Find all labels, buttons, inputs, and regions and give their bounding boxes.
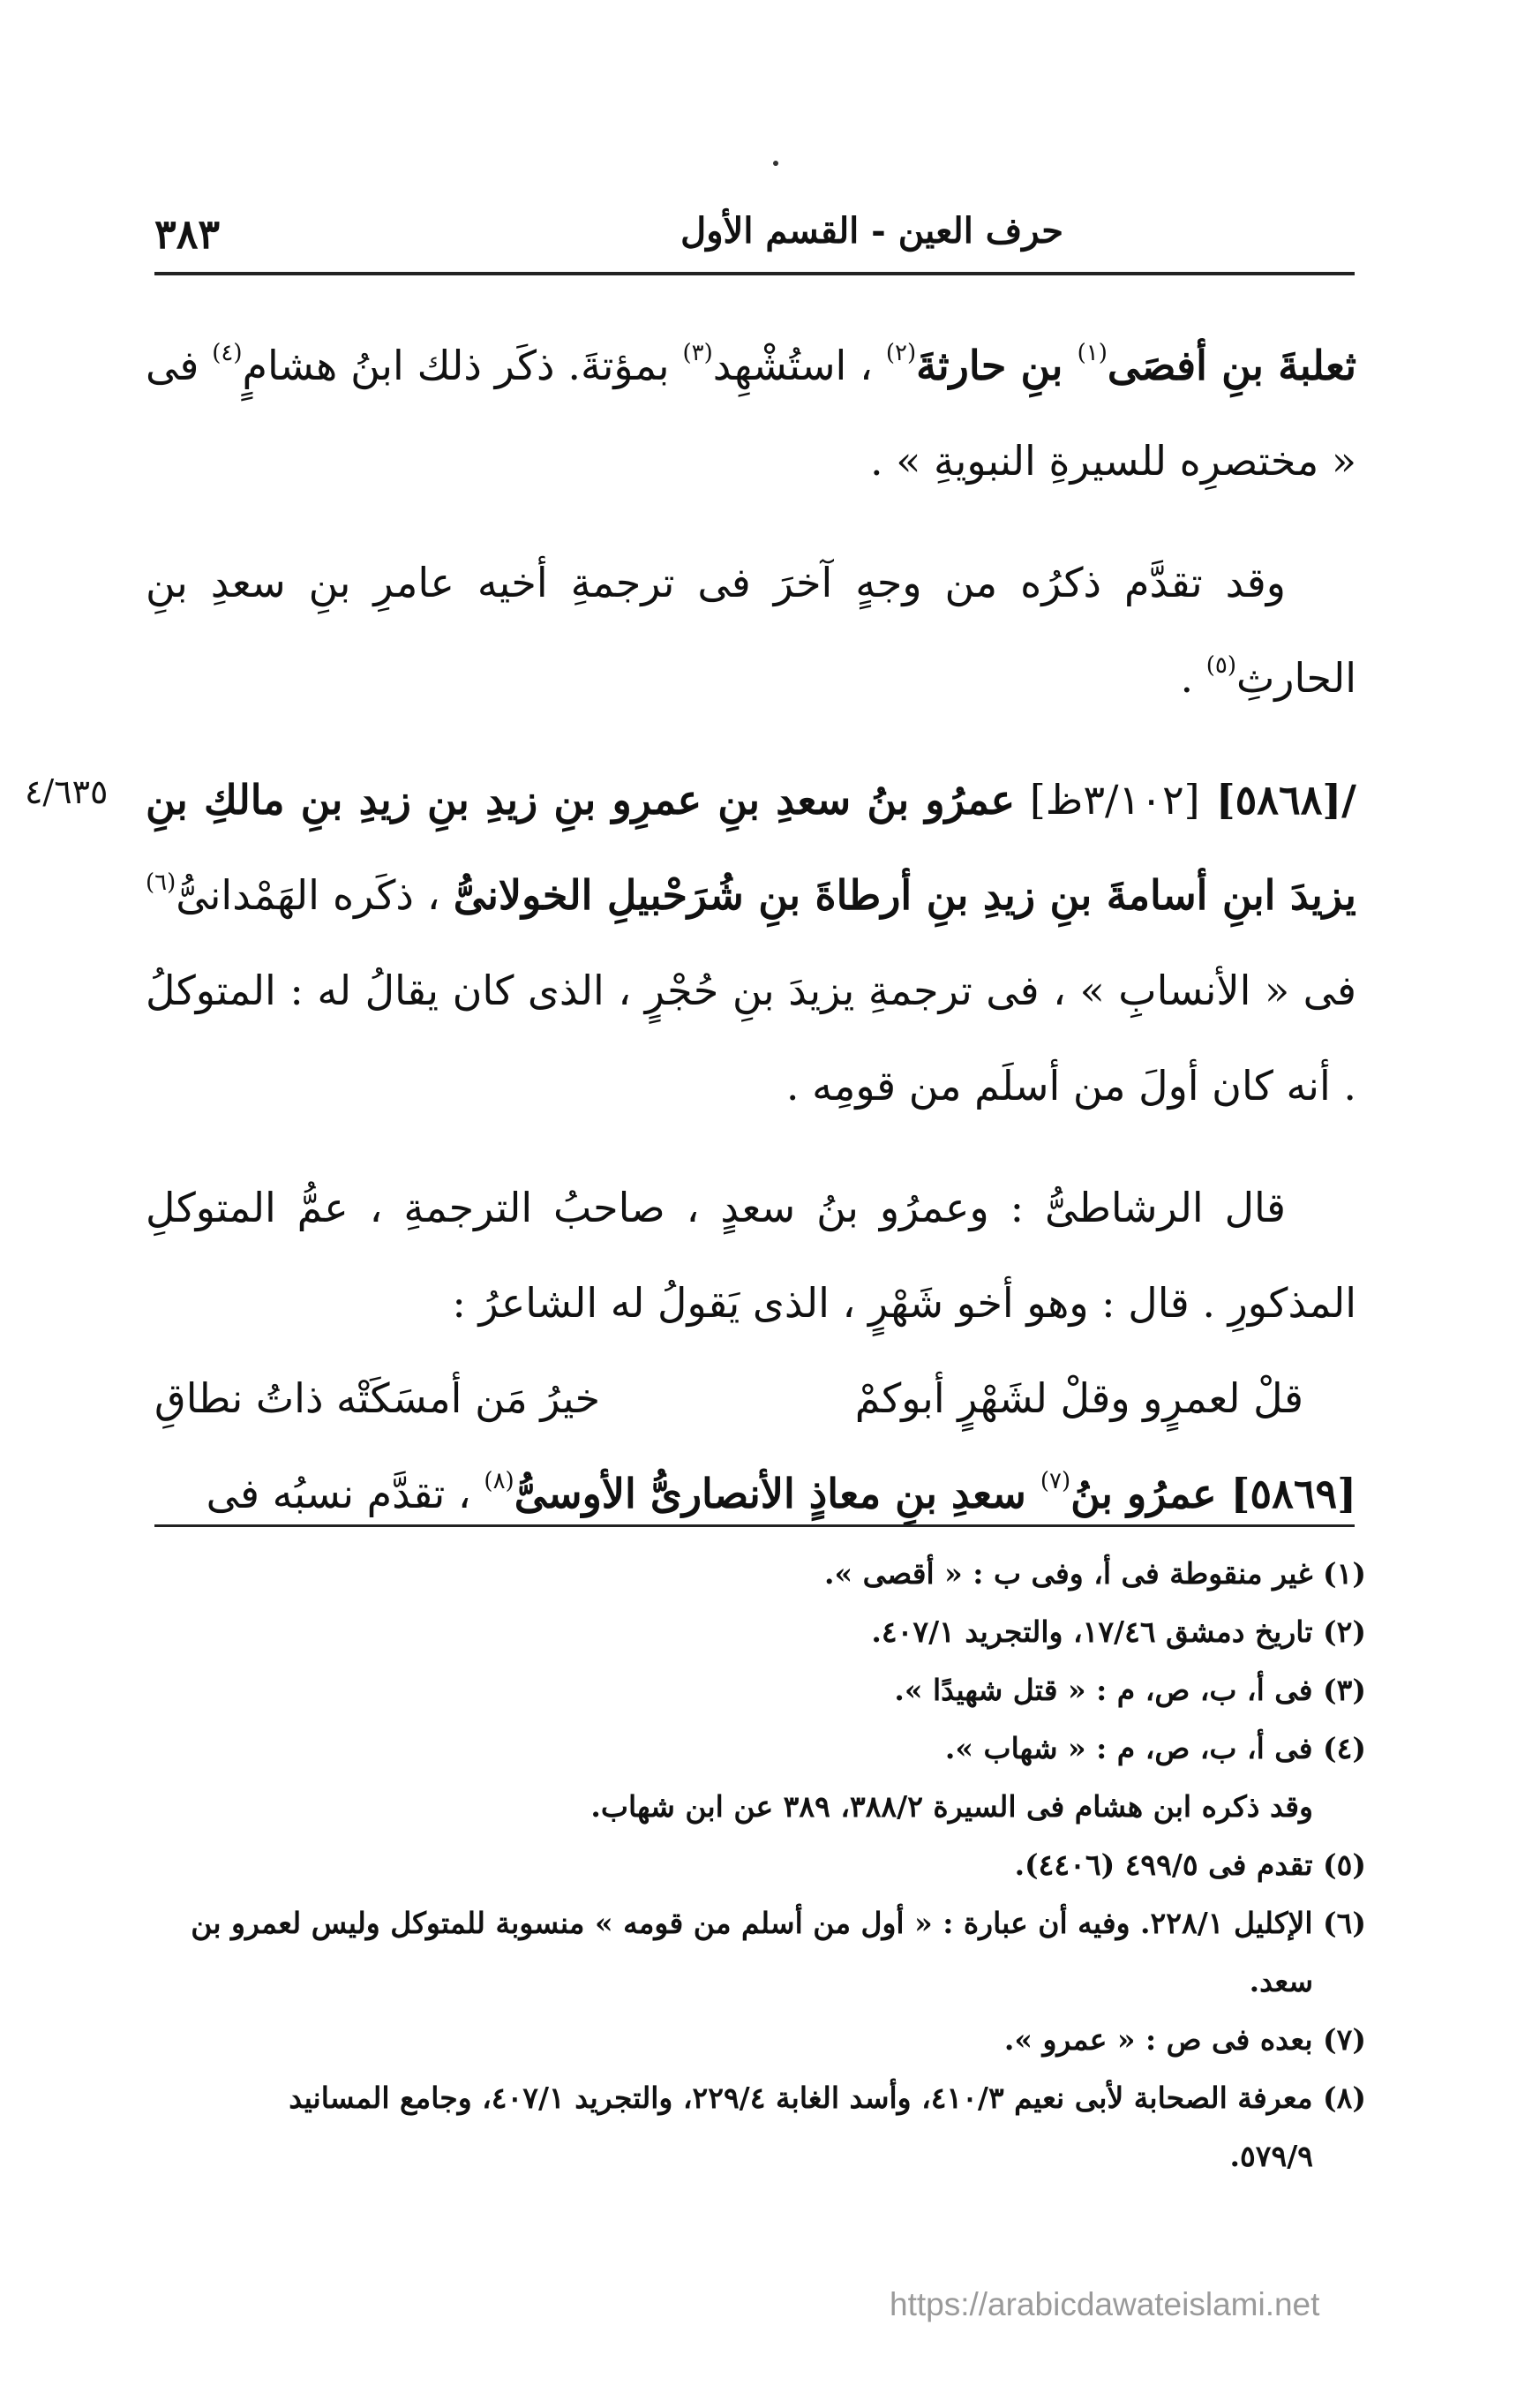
entry-5868 bbox=[146, 752, 1356, 1133]
footnote-ref[interactable]: (١) bbox=[1077, 340, 1108, 366]
footnote-ref[interactable]: (٤) bbox=[212, 340, 243, 366]
entry-name: عمرُو بنُ bbox=[1070, 1470, 1217, 1517]
footnote-3: (٣) فى أ، ب، ص، م : « قتل شهيدًا ». bbox=[894, 1673, 1366, 1707]
page-number: ٣٨٣ bbox=[154, 210, 221, 258]
footnote-4-continuation: وقد ذكره ابن هشام فى السيرة ٣٨٨/٢، ٣٨٩ عن ابن شهاب. bbox=[590, 1789, 1313, 1824]
verse-hemistich-first: قلْ لعمرٍو وقلْ لشَهْرٍ أبوكمْ bbox=[854, 1374, 1303, 1422]
footnote-ref[interactable]: (٨) bbox=[484, 1468, 514, 1494]
entry-number: [٥٨٦٩] bbox=[1216, 1470, 1356, 1517]
footnote-7: (٧) بعده فى ص : « عمرو ». bbox=[1003, 2022, 1366, 2057]
running-title: حرف العين - القسم الأول bbox=[680, 210, 1063, 252]
footnotes bbox=[159, 1545, 1366, 2186]
main-text bbox=[146, 318, 1356, 1541]
volume-ref: [٣/١٠٢ظ] bbox=[1015, 776, 1200, 824]
footnote-6-continuation: سعد. bbox=[1249, 1964, 1313, 1998]
paragraph bbox=[146, 535, 1356, 726]
verse-hemistich-second: خيرُ مَن أمسَكَتْه ذاتُ نطاقِ bbox=[154, 1374, 601, 1422]
text-run: بمؤتةَ. ذكَر ذلك ابنُ هشامٍ bbox=[242, 342, 683, 389]
footnote-ref[interactable]: (٦) bbox=[146, 869, 176, 896]
text-run: . bbox=[1180, 654, 1206, 702]
footnote-rule bbox=[154, 1524, 1355, 1527]
footnote-5: (٥) تقدم فى ٤٩٩/٥ (٤٤٠٦). bbox=[1014, 1847, 1366, 1882]
watermark-url: https://arabicdawateislami.net bbox=[890, 2286, 1320, 2322]
text-run: ، ذكَره الهَمْدانىُّ bbox=[176, 871, 454, 919]
footnote-ref[interactable]: (٢) bbox=[885, 340, 917, 366]
ink-dot bbox=[773, 161, 778, 166]
footnote-1: (١) غير منقوطة فى أ، وفى ب : « أقصى ». bbox=[824, 1556, 1366, 1591]
text-run: فى « الأنسابِ » ، فى ترجمةِ يزيدَ بنِ حُجْرٍ ، الذى كان يقالُ له : المتوكلُ . أنه كان أولَ من أسلَم من قومِه . bbox=[146, 967, 1356, 1110]
page-header bbox=[154, 210, 1355, 272]
name-text: بنِ حارثةَ bbox=[916, 342, 1078, 389]
entry-number: /[٥٨٦٨] bbox=[1199, 776, 1356, 824]
text-run: فى « مختصرِه للسيرةِ النبويةِ » . bbox=[146, 342, 1356, 485]
entry-name: عمرُو بنُ سعدِ بنِ عمرِو بنِ زيدِ بنِ زيدِ بنِ مالكِ بنِ يزيدَ ابنِ أسامةَ بنِ زيدِ بنِ أرطاةَ بنِ شُرَحْبيلِ الخولانىُّ bbox=[146, 776, 1356, 919]
text-run: قال الرشاطىُّ : وعمرُو بنُ سعدٍ ، صاحبُ الترجمةِ ، عمُّ المتوكلِ المذكورِ . قال : وهو أخو شَهْرٍ ، الذى يَقولُ له الشاعرُ : bbox=[146, 1184, 1356, 1327]
footnote-ref[interactable]: (٣) bbox=[682, 340, 713, 366]
poetry-verse bbox=[146, 1351, 1356, 1446]
name-text: ثعلبةَ بنِ أفصَى bbox=[1107, 342, 1356, 389]
text-run: وقد تقدَّم ذكرُه من وجهٍ آخرَ فى ترجمةِ أخيه عامرِ بنِ سعدِ بنِ الحارثِ bbox=[146, 559, 1356, 702]
paragraph bbox=[146, 1160, 1356, 1351]
text-run: ، استُشْهِد bbox=[712, 342, 886, 389]
text-run: ، تقدَّم نسبُه فى bbox=[206, 1470, 484, 1517]
footnote-ref[interactable]: (٥) bbox=[1205, 652, 1236, 679]
footnote-8: (٨) معرفة الصحابة لأبى نعيم ٤١٠/٣، وأسد الغابة ٢٢٩/٤، والتجريد ٤٠٧/١، وجامع المسانيد bbox=[289, 2081, 1366, 2115]
footnote-8-continuation: ٥٧٩/٩. bbox=[1229, 2139, 1313, 2173]
header-rule bbox=[154, 272, 1355, 275]
footnote-6: (٦) الإكليل ٢٢٨/١. وفيه أن عبارة : « أول من أسلم من قومه » منسوبة للمتوكل وليس لعمرو بن bbox=[191, 1906, 1366, 1940]
margin-reference: ٤/٦٣٥ bbox=[25, 772, 109, 811]
entry-name: سعدِ بنِ معاذٍ الأنصارىُّ الأوسىُّ bbox=[514, 1470, 1040, 1517]
footnote-2: (٢) تاريخ دمشق ١٧/٤٦، والتجريد ٤٠٧/١. bbox=[871, 1614, 1366, 1649]
footnote-ref[interactable]: (٧) bbox=[1040, 1468, 1071, 1494]
footnote-4: (٤) فى أ، ب، ص، م : « شهاب ». bbox=[944, 1731, 1366, 1765]
paragraph-continuation bbox=[146, 318, 1356, 508]
